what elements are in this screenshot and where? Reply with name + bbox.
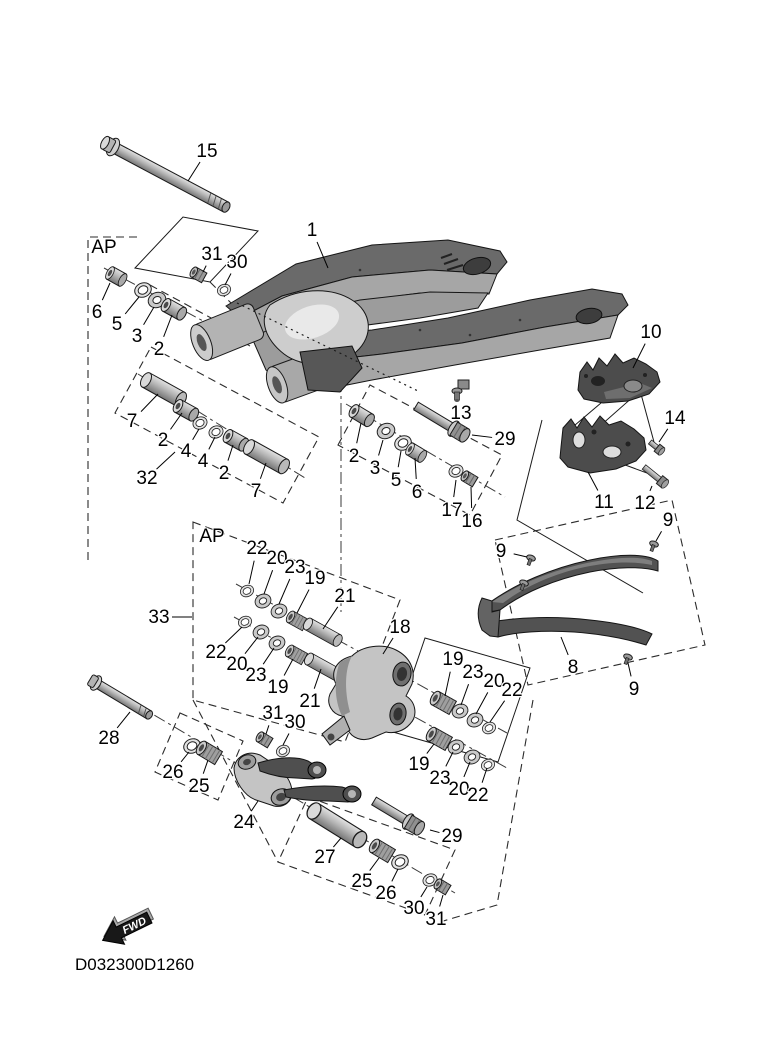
leader-line-17 (454, 480, 456, 497)
callout-18: 18 (389, 617, 411, 638)
seal-3 (375, 420, 398, 441)
callout-27: 27 (314, 847, 336, 868)
leader-line-23 (446, 752, 453, 766)
callout-14: 14 (664, 408, 686, 429)
screw-9 (621, 653, 633, 666)
collar-6 (104, 265, 129, 287)
bolt-12 (641, 463, 670, 489)
washer-30 (216, 282, 233, 298)
diagram-code: D032300D1260 (75, 955, 195, 974)
leader-line-25 (370, 858, 379, 871)
shaft-21 (302, 617, 345, 648)
swingarm-part (186, 240, 628, 406)
leader-line-6 (102, 283, 110, 300)
callout-15: 15 (196, 141, 218, 162)
washer-22 (239, 583, 256, 599)
leader-line-5 (398, 451, 401, 467)
leader-line-2 (228, 445, 233, 461)
callout-9: 9 (662, 510, 674, 531)
callout-6: 6 (91, 302, 103, 323)
leader-line-26 (392, 869, 398, 881)
callout-20: 20 (266, 548, 288, 569)
callout-4: 4 (197, 451, 209, 472)
callout-22: 22 (246, 538, 268, 559)
leader-line-21 (323, 607, 338, 629)
callout-1: 1 (306, 220, 318, 241)
leader-line-31 (203, 266, 206, 272)
callout-23: 23 (429, 768, 451, 789)
callout-17: 17 (441, 500, 463, 521)
callout-23: 23 (462, 662, 484, 683)
leader-line-28 (117, 712, 130, 728)
leader-line-9 (628, 663, 631, 676)
callout-30: 30 (284, 712, 306, 733)
leader-line-29 (472, 435, 492, 437)
callout-31: 31 (425, 909, 447, 930)
leader-line-29 (430, 830, 439, 833)
callout-5: 5 (390, 470, 402, 491)
callout-2: 2 (157, 430, 169, 451)
leader-line-14 (659, 429, 668, 442)
callout-9: 9 (495, 541, 507, 562)
callout-23: 23 (284, 557, 306, 578)
leader-line-2 (170, 413, 182, 429)
callout-3: 3 (369, 458, 381, 479)
bolt-28 (86, 673, 156, 724)
leader-line-6 (415, 458, 416, 479)
callout-33: 33 (148, 607, 170, 628)
seal-20 (251, 623, 271, 642)
seal-20 (462, 748, 482, 767)
callout-20: 20 (483, 671, 505, 692)
callout-29: 29 (494, 429, 516, 450)
callout-2: 2 (153, 339, 165, 360)
leader-line-23 (263, 648, 274, 664)
fwd-direction-indicator (96, 902, 158, 952)
leader-line-19 (297, 590, 309, 613)
callout-7: 7 (250, 481, 262, 502)
leader-line-31 (266, 725, 269, 734)
leader-line-16 (471, 487, 472, 508)
callout-19: 19 (267, 677, 289, 698)
leader-line-30 (225, 274, 231, 285)
seal-23 (269, 602, 289, 621)
callout-28: 28 (98, 728, 120, 749)
callout-20: 20 (448, 779, 470, 800)
leader-line-19 (445, 672, 450, 696)
callout-25: 25 (351, 871, 373, 892)
leader-line-30 (283, 734, 289, 745)
screw-9 (524, 554, 536, 567)
leader-line-2 (357, 423, 361, 443)
callout-19: 19 (408, 754, 430, 775)
leader-line-20 (464, 762, 470, 777)
seal-20 (253, 592, 273, 611)
callout-21: 21 (299, 691, 321, 712)
callout-2: 2 (348, 446, 360, 467)
leader-line-26 (181, 752, 189, 762)
bushing-25 (367, 837, 395, 862)
leader-line-20 (245, 637, 258, 654)
leader-line-23 (461, 684, 469, 705)
callout-19: 19 (304, 568, 326, 589)
bolt-29 (370, 794, 428, 838)
leader-line-2 (164, 315, 172, 337)
washer-22 (481, 720, 498, 736)
callout-20: 20 (226, 654, 248, 675)
leader-line-9 (656, 531, 662, 541)
leader-line-27 (333, 838, 341, 847)
bracket-10 (578, 354, 660, 403)
bolt-14 (647, 439, 666, 457)
leader-line-20 (476, 692, 488, 714)
bracket-11 (560, 416, 646, 473)
callout-23: 23 (245, 665, 267, 686)
callout-9: 9 (628, 679, 640, 700)
callout-29: 29 (441, 826, 463, 847)
callout-10: 10 (640, 322, 662, 343)
callout-8: 8 (567, 657, 579, 678)
leader-line-23 (279, 579, 290, 604)
callout-6: 6 (411, 482, 423, 503)
leader-line-25 (203, 760, 208, 774)
ap-zone-label: AP (199, 526, 225, 547)
collar-7 (241, 438, 292, 476)
leader-line-11 (588, 472, 598, 491)
leader-line-4 (209, 437, 215, 449)
callout-3: 3 (131, 326, 143, 347)
callout-4: 4 (180, 441, 192, 462)
leader-line-20 (264, 570, 273, 594)
washer-22 (237, 614, 254, 630)
callout-31: 31 (262, 703, 284, 724)
leader-line-7 (141, 394, 158, 412)
fwd-arrow-label: FWD (120, 915, 149, 937)
bolt-13 (452, 388, 462, 402)
leader-line-22 (490, 701, 505, 722)
bearing-19 (284, 644, 308, 665)
leader-line-8 (561, 637, 568, 655)
callout-32: 32 (136, 468, 158, 489)
washer-22 (480, 757, 497, 773)
leader-line-3 (144, 307, 154, 325)
nut-31 (188, 266, 206, 283)
callout-21: 21 (334, 586, 356, 607)
leader-line-32 (157, 452, 175, 469)
callout-16: 16 (461, 511, 483, 532)
leader-line-4 (193, 429, 199, 440)
leader-line-12 (650, 486, 652, 491)
callout-24: 24 (233, 812, 255, 833)
callout-30: 30 (226, 252, 248, 273)
callout-26: 26 (375, 883, 397, 904)
callout-26: 26 (162, 762, 184, 783)
callout-7: 7 (126, 411, 138, 432)
leader-line-24 (251, 801, 258, 811)
callout-22: 22 (467, 785, 489, 806)
leader-line-5 (125, 297, 139, 314)
callout-25: 25 (188, 776, 210, 797)
nut-31 (254, 731, 273, 748)
callout-30: 30 (403, 898, 425, 919)
callout-31: 31 (201, 244, 223, 265)
leader-line-31 (440, 895, 443, 907)
leader-line-22 (249, 561, 254, 584)
seal-20 (465, 711, 485, 730)
washer-30 (275, 743, 292, 759)
leader-line-15 (188, 162, 200, 181)
callout-5: 5 (111, 314, 123, 335)
leader-line-9 (514, 554, 527, 557)
callout-13: 13 (450, 403, 472, 424)
screw-9 (647, 540, 659, 553)
leader-line-22 (225, 627, 242, 643)
chain-guide-8 (478, 555, 658, 645)
callout-22: 22 (205, 642, 227, 663)
callout-2: 2 (218, 463, 230, 484)
leader-line-19 (284, 659, 293, 676)
callout-12: 12 (634, 493, 656, 514)
relay-arm-18 (322, 646, 415, 745)
leader-line-30 (421, 887, 427, 897)
ap-zone-label: AP (91, 237, 117, 258)
callout-11: 11 (594, 492, 614, 513)
callout-19: 19 (442, 649, 464, 670)
leader-line-19 (427, 744, 434, 754)
leader-line-21 (314, 669, 321, 689)
leader-line-7 (260, 463, 266, 479)
callout-22: 22 (501, 680, 523, 701)
leader-line-3 (379, 440, 383, 456)
